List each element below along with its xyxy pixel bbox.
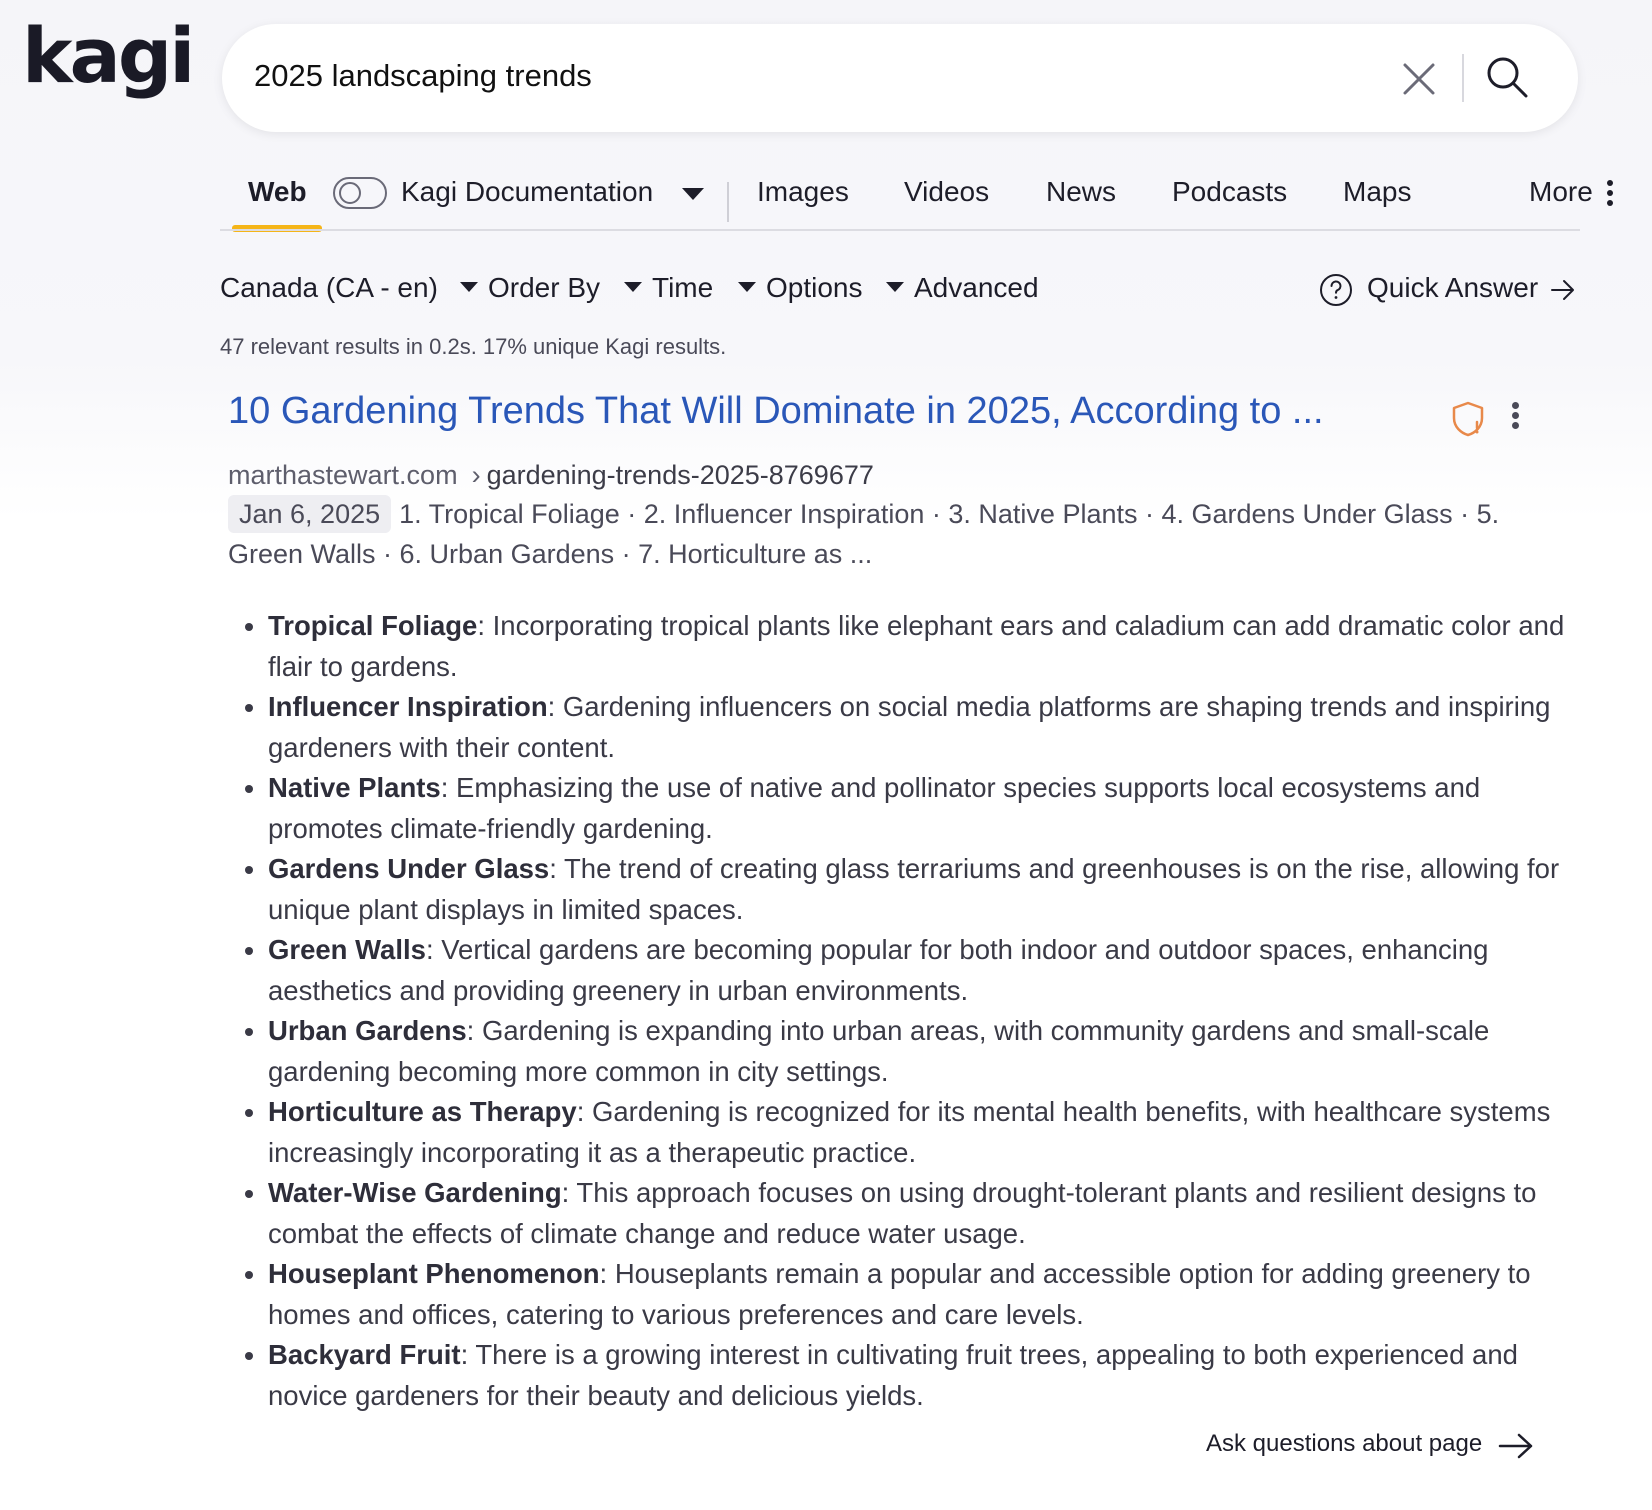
summary-list	[228, 606, 1578, 1416]
item-text: : Emphasizing the use of native and pollinator species supports local ecosystems and promotes climate-friendly gardening.	[268, 772, 1481, 844]
search-input[interactable]: 2025 landscaping trends	[254, 58, 592, 93]
tab-images[interactable]: Images	[757, 176, 849, 207]
snippet-text: 1. Tropical Foliage · 2. Influencer Inspiration · 3. Native Plants · 4. Gardens Under Glass · 5. Green Walls · 6. Urban Gardens · 7. Horticulture as ...	[228, 499, 1500, 569]
tab-news[interactable]: News	[1046, 176, 1117, 207]
item-text: : Incorporating tropical plants like elephant ears and caladium can add dramatic color and flair to gardens.	[268, 610, 1565, 682]
tab-videos[interactable]: Videos	[904, 176, 990, 207]
results-stats: 47 relevant results in 0.2s. 17% unique Kagi results.	[220, 334, 727, 359]
lens-toggle[interactable]	[333, 177, 387, 209]
result-snippet	[228, 494, 1568, 574]
item-term: Water-Wise Gardening	[268, 1177, 562, 1208]
tabs-underline	[220, 229, 1580, 231]
toggle-knob	[339, 182, 361, 204]
options-filter[interactable]	[738, 272, 863, 304]
item-text: : Houseplants remain a popular and accessible option for adding greenery to homes and offices, catering to various preferences and care levels.	[268, 1258, 1531, 1330]
list-item	[268, 1092, 1578, 1173]
caret-down-icon	[624, 282, 642, 292]
question-circle-icon	[1319, 273, 1353, 307]
result-domain: marthastewart.com	[228, 460, 458, 490]
item-term: Horticulture as Therapy	[268, 1096, 577, 1127]
tab-maps[interactable]: Maps	[1343, 176, 1412, 207]
quick-answer-label: Quick Answer	[1367, 272, 1539, 303]
caret-down-icon	[738, 282, 756, 292]
order-by-label: Order By	[488, 272, 601, 303]
list-item	[268, 1011, 1578, 1092]
result-title-link[interactable]: 10 Gardening Trends That Will Dominate in 2025, According to ...	[228, 390, 1324, 432]
kagi-logo[interactable]: kagi	[22, 11, 193, 100]
search-tabs	[220, 170, 1593, 232]
list-item	[268, 606, 1578, 687]
url-separator: ›	[471, 460, 481, 490]
region-label: Canada (CA - en)	[220, 272, 438, 303]
options-label: Options	[766, 272, 863, 303]
list-item	[268, 1173, 1578, 1254]
tab-web[interactable]: Web	[248, 176, 307, 207]
arrow-right-icon	[1498, 1432, 1534, 1460]
item-text: : Gardening is expanding into urban areas, with community gardens and small-scale gardening becoming more common in city settings.	[268, 1015, 1490, 1087]
item-term: Houseplant Phenomenon	[268, 1258, 600, 1289]
time-label: Time	[652, 272, 714, 303]
item-text: : Gardening is recognized for its mental health benefits, with healthcare systems increasingly incorporating it as a therapeutic practice.	[268, 1096, 1551, 1168]
filter-bar	[220, 270, 1580, 310]
ask-questions-label: Ask questions about page	[1206, 1430, 1483, 1457]
item-text: : This approach focuses on using drought-tolerant plants and resilient designs to combat the effects of climate change and reduce water usage.	[268, 1177, 1537, 1249]
clear-icon[interactable]	[1399, 59, 1439, 99]
date-badge: Jan 6, 2025	[228, 495, 391, 533]
tab-lens[interactable]: Kagi Documentation	[401, 176, 654, 207]
search-divider	[1462, 54, 1464, 102]
advanced-filter[interactable]	[886, 272, 1039, 304]
list-item	[268, 768, 1578, 849]
item-term: Gardens Under Glass	[268, 853, 550, 884]
search-icon[interactable]	[1484, 54, 1532, 102]
more-vertical-icon[interactable]	[1607, 180, 1613, 208]
list-item	[268, 849, 1578, 930]
arrow-right-icon	[1550, 278, 1576, 302]
list-item	[268, 1254, 1578, 1335]
chevron-down-icon[interactable]	[682, 188, 704, 200]
item-term: Influencer Inspiration	[268, 691, 548, 722]
item-text: : Vertical gardens are becoming popular for both indoor and outdoor spaces, enhancing aesthetics and providing greenery in urban environments.	[268, 934, 1489, 1006]
list-item	[268, 930, 1578, 1011]
item-term: Native Plants	[268, 772, 441, 803]
order-by-filter[interactable]	[460, 272, 600, 304]
tabs-divider	[727, 182, 729, 222]
item-text: : There is a growing interest in cultivating fruit trees, appealing to both experienced and novice gardeners for their beauty and delicious yields.	[268, 1339, 1518, 1411]
result-menu-icon[interactable]	[1510, 402, 1520, 432]
tab-podcasts[interactable]: Podcasts	[1172, 176, 1288, 207]
item-term: Backyard Fruit	[268, 1339, 461, 1370]
caret-down-icon	[460, 282, 478, 292]
list-item	[268, 687, 1578, 768]
item-text: : Gardening influencers on social media platforms are shaping trends and inspiring gardeners with their content.	[268, 691, 1551, 763]
item-term: Tropical Foliage	[268, 610, 478, 641]
caret-down-icon	[886, 282, 904, 292]
result-path: gardening-trends-2025-8769677	[486, 460, 874, 490]
time-filter[interactable]	[624, 272, 713, 304]
item-text: : The trend of creating glass terrariums and greenhouses is on the rise, allowing for unique plant displays in limited spaces.	[268, 853, 1560, 925]
item-term: Urban Gardens	[268, 1015, 467, 1046]
advanced-label: Advanced	[914, 272, 1039, 303]
region-filter[interactable]	[220, 272, 438, 304]
result-url[interactable]	[228, 460, 874, 491]
tab-more[interactable]: More	[1529, 176, 1593, 207]
item-term: Green Walls	[268, 934, 426, 965]
shield-icon[interactable]	[1450, 400, 1486, 438]
list-item	[268, 1335, 1578, 1416]
search-bar	[222, 24, 1578, 132]
